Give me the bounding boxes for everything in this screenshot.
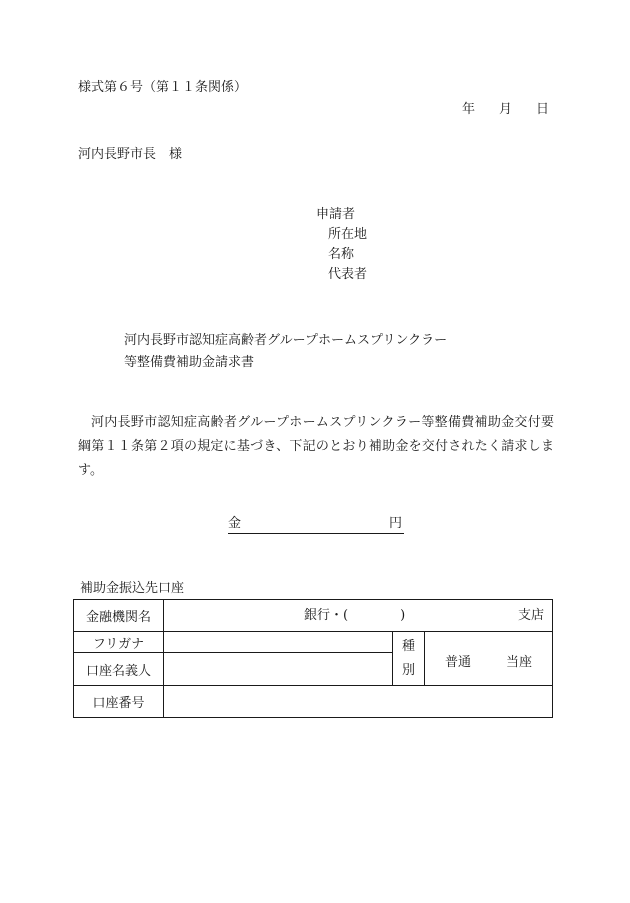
account-heading: 補助金振込先口座: [80, 581, 185, 596]
holder-label: 口座名義人: [74, 653, 164, 686]
body-text: 河内長野市認知症高齢者グループホームスプリンクラー等整備費補助金交付要綱第１１条第２項の規定に基づき、下記のとおり補助金を交付されたく請求します。: [78, 415, 554, 478]
amount-line: [228, 516, 404, 534]
applicant-name-label: 名称: [328, 247, 355, 262]
furigana-cell[interactable]: [164, 632, 393, 653]
account-table: [73, 599, 553, 718]
type-label-1: 種: [401, 638, 415, 654]
applicant-block: [316, 205, 367, 285]
date-line: [462, 102, 549, 118]
table-row: [74, 600, 553, 632]
type-options-cell[interactable]: [425, 632, 553, 686]
addressee: 河内長野市長 様: [78, 147, 183, 162]
table-row: [74, 686, 553, 718]
type-ordinary[interactable]: 普通: [445, 654, 472, 670]
form-number: 様式第６号（第１１条関係）: [78, 80, 248, 95]
bank-cell[interactable]: [164, 600, 553, 632]
type-current[interactable]: 当座: [506, 654, 533, 670]
type-label-2: 別: [401, 662, 415, 678]
applicant-heading: 申請者: [316, 207, 356, 222]
account-number-cell[interactable]: [164, 686, 553, 718]
applicant-address-label: 所在地: [328, 227, 368, 242]
bank-label: 金融機関名: [74, 600, 164, 632]
table-row: [74, 632, 553, 653]
document-title: [124, 330, 447, 374]
amount-suffix: 円: [388, 516, 402, 531]
applicant-representative-label: 代表者: [328, 267, 368, 282]
branch-text: 支店: [518, 607, 545, 623]
title-line-1: 河内長野市認知症高齢者グループホームスプリンクラー: [124, 333, 448, 348]
date-day: 日: [536, 102, 550, 117]
type-label-cell: [393, 632, 425, 686]
title-line-2: 等整備費補助金請求書: [124, 355, 255, 370]
bank-text: 銀行・( ): [304, 607, 406, 623]
date-month: 月: [499, 102, 513, 117]
holder-cell[interactable]: [164, 653, 393, 686]
date-year: 年: [462, 102, 476, 117]
amount-prefix: 金: [228, 516, 242, 531]
furigana-label: フリガナ: [74, 632, 164, 653]
account-number-label: 口座番号: [74, 686, 164, 718]
